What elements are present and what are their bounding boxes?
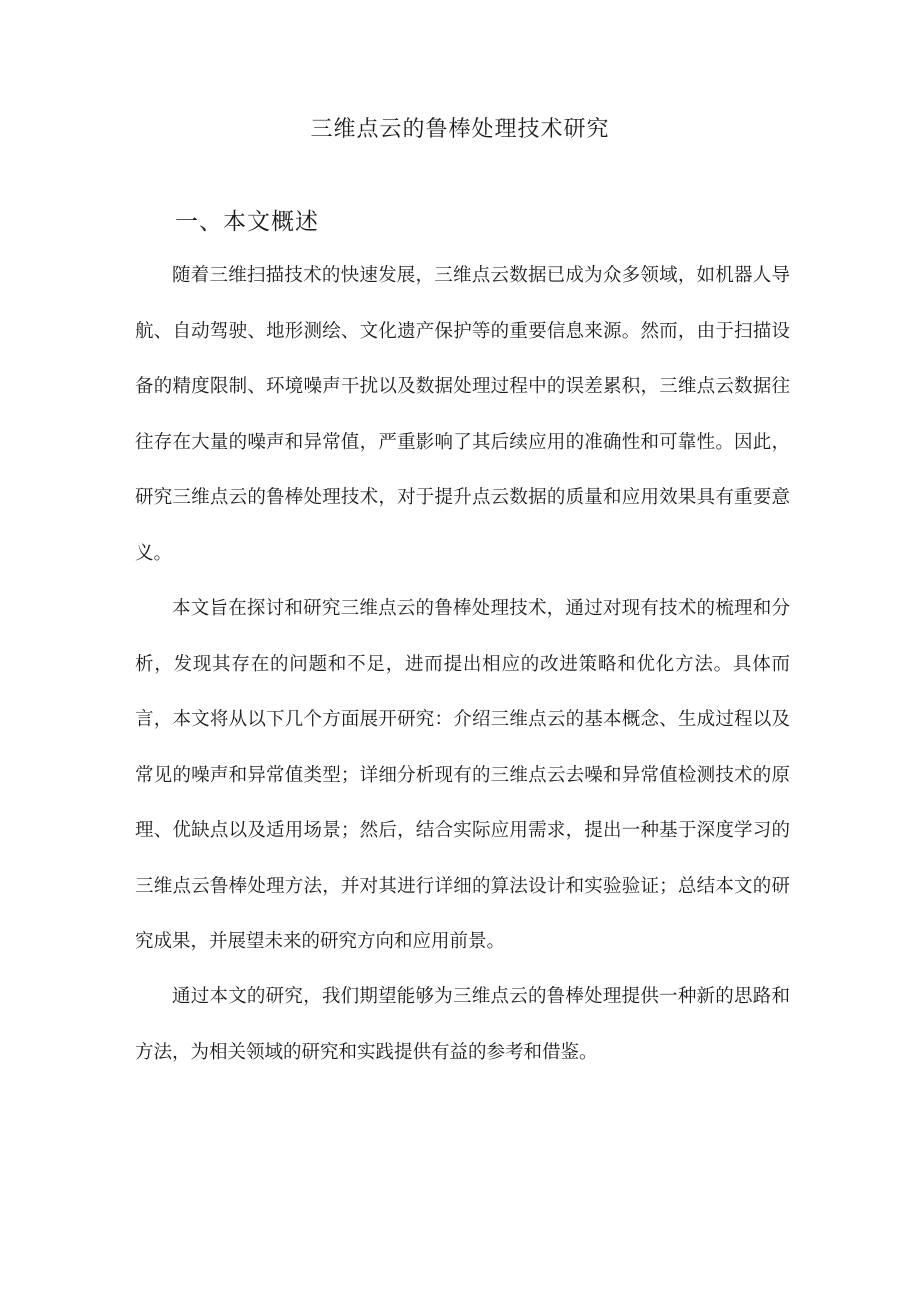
section-heading: 一、本文概述: [175, 209, 319, 235]
document-title: 三维点云的鲁棒处理技术研究: [310, 117, 610, 142]
paragraph-3: 通过本文的研究，我们期望能够为三维点云的鲁棒处理提供一种新的思路和方法，为相关领域的研究和实践提供有益的参考和借鉴。: [135, 986, 790, 1063]
paragraph-1: 随着三维扫描技术的快速发展，三维点云数据已成为众多领域，如机器人导航、自动驾驶、地形测绘、文化遗产保护等的重要信息来源。然而，由于扫描设备的精度限制、环境噪声干扰以及数据处理过程中的误差累积，三维点云数据往往存在大量的噪声和异常值，严重影响了其后续应用的准确性和可靠性。因此，研究三维点云的鲁棒处理技术，对于提升点云数据的质量和应用效果具有重要意义。: [135, 265, 790, 564]
paragraph-2: 本文旨在探讨和研究三维点云的鲁棒处理技术，通过对现有技术的梳理和分析，发现其存在的问题和不足，进而提出相应的改进策略和优化方法。具体而言，本文将从以下几个方面展开研究：介绍三维点云的基本概念、生成过程以及常见的噪声和异常值类型；详细分析现有的三维点云去噪和异常值检测技术的原理、优缺点以及适用场景；然后，结合实际应用需求，提出一种基于深度学习的三维点云鲁棒处理方法，并对其进行详细的算法设计和实验验证；总结本文的研究成果，并展望未来的研究方向和应用前景。: [135, 598, 790, 952]
